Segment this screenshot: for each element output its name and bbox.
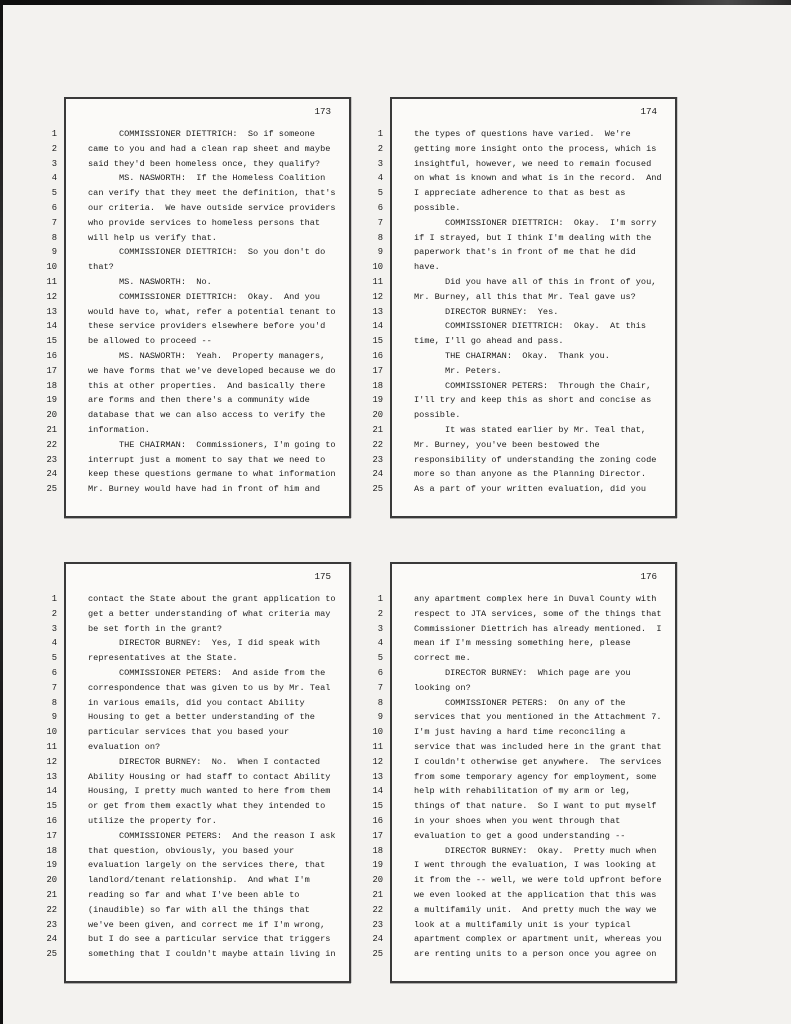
line-number: 9 (51, 247, 57, 258)
transcript-line: from some temporary agency for employment, some (414, 771, 657, 782)
line-number: 22 (372, 439, 383, 450)
line-number: 18 (372, 845, 383, 856)
transcript-line: I appreciate adherence to that as best as (414, 188, 626, 199)
transcript-line: Did you have all of this in front of you, (414, 276, 657, 287)
transcript-line: mean if I'm messing something here, please (414, 638, 631, 649)
scan-edge-artifact-left (0, 0, 3, 1024)
line-number: 1 (51, 594, 57, 604)
transcript-line: our criteria. We have outside service providers (88, 202, 336, 213)
transcript-line: interrupt just a moment to say that we need to (88, 454, 326, 465)
transcript-line: will help us verify that. (88, 232, 217, 243)
line-number-gutter (361, 97, 383, 497)
transcript-line: particular services that you based your (88, 727, 290, 738)
transcript-line: possible. (414, 410, 461, 421)
transcript-line: COMMISSIONER DIETTRICH: Okay. And you (88, 291, 321, 302)
line-number: 17 (372, 365, 383, 376)
transcript-line: DIRECTOR BURNEY: Okay. Pretty much when (414, 845, 657, 856)
line-number: 16 (46, 350, 57, 361)
line-number: 13 (46, 771, 57, 782)
line-number: 24 (372, 934, 383, 945)
line-number: 6 (51, 667, 57, 678)
line-number: 13 (372, 306, 383, 317)
line-number: 11 (372, 741, 383, 752)
line-number: 22 (372, 904, 383, 915)
transcript-line: COMMISSIONER PETERS: And the reason I ask (88, 830, 336, 841)
line-number: 6 (377, 667, 383, 678)
line-number: 14 (372, 786, 383, 797)
line-number: 25 (46, 484, 57, 495)
line-number: 6 (377, 202, 383, 213)
line-number: 2 (377, 143, 383, 154)
transcript-line: COMMISSIONER DIETTRICH: Okay. At this (414, 321, 647, 332)
transcript-line: the types of questions have varied. We're (414, 129, 631, 139)
transcript-line: (inaudible) so far with all the things that (88, 904, 310, 915)
page-number: 175 (314, 571, 331, 582)
line-number: 4 (51, 638, 57, 649)
transcript-line: it from the -- well, we were told upfront before (414, 875, 662, 886)
line-number: 12 (372, 291, 383, 302)
transcript-line: help with rehabilitation of my arm or leg, (414, 786, 631, 797)
line-number: 22 (46, 904, 57, 915)
line-number: 17 (372, 830, 383, 841)
line-number: 3 (377, 158, 383, 169)
line-number: 2 (51, 143, 57, 154)
transcript-line: reading so far and what I've been able to (88, 889, 300, 900)
line-number: 13 (372, 771, 383, 782)
line-number: 18 (46, 845, 57, 856)
transcript-line: paperwork that's in front of me that he did (414, 247, 636, 258)
line-number: 19 (372, 395, 383, 406)
line-number: 19 (46, 395, 57, 406)
line-number: 1 (51, 129, 57, 139)
transcript-line: DIRECTOR BURNEY: Yes, I did speak with (88, 638, 321, 649)
line-number: 22 (46, 439, 57, 450)
transcript-line: I'm just having a hard time reconciling a (414, 727, 626, 738)
page-number: 176 (640, 571, 657, 582)
transcript-line: Mr. Peters. (414, 365, 502, 376)
line-number: 16 (46, 815, 57, 826)
line-number: 2 (51, 608, 57, 619)
transcript-line: COMMISSIONER PETERS: On any of the (414, 697, 626, 708)
line-number: 11 (46, 741, 57, 752)
transcript-line: Housing to get a better understanding of the (88, 712, 315, 723)
transcript-line: or get from them exactly what they intended to (88, 801, 326, 812)
line-number: 14 (372, 321, 383, 332)
line-number: 20 (372, 875, 383, 886)
transcript-line: any apartment complex here in Duval County with (414, 594, 657, 604)
transcript-line: possible. (414, 202, 461, 213)
transcript-line: DIRECTOR BURNEY: No. When I contacted (88, 756, 321, 767)
transcript-line: getting more insight onto the process, which is (414, 143, 657, 154)
page-number: 173 (314, 106, 331, 117)
transcript-line: service that was included here in the grant that (414, 741, 662, 752)
transcript-line: It was stated earlier by Mr. Teal that, (414, 424, 647, 435)
transcript-line: if I strayed, but I think I'm dealing with the (414, 232, 652, 243)
transcript-line: but I do see a particular service that triggers (88, 934, 331, 945)
line-number: 14 (46, 786, 57, 797)
transcript-line: utilize the property for. (88, 815, 217, 826)
line-number: 9 (377, 712, 383, 723)
transcript-line: on what is known and what is in the record. And (414, 173, 662, 184)
line-number: 10 (46, 727, 57, 738)
line-number: 9 (51, 712, 57, 723)
transcript-line: I went through the evaluation, I was looking at (414, 860, 657, 871)
line-number: 8 (51, 697, 57, 708)
transcript-page-173 (35, 97, 351, 518)
transcript-line: COMMISSIONER DIETTRICH: Okay. I'm sorry (414, 217, 657, 228)
transcript-line: database that we can also access to verify the (88, 410, 326, 421)
line-number: 24 (46, 934, 57, 945)
transcript-line: insightful, however, we need to remain focused (414, 158, 652, 169)
line-number: 16 (372, 350, 383, 361)
line-number: 3 (377, 623, 383, 634)
scan-edge-artifact-top (0, 0, 791, 5)
transcript-page-176 (361, 562, 677, 983)
transcript-line: evaluation on? (88, 741, 161, 752)
transcript-line: Mr. Burney, all this that Mr. Teal gave us? (414, 291, 636, 302)
line-number: 12 (46, 291, 57, 302)
line-number: 20 (46, 410, 57, 421)
transcript-line: contact the State about the grant application to (88, 594, 336, 604)
transcript-line: COMMISSIONER PETERS: And aside from the (88, 667, 326, 678)
transcript-line: get a better understanding of what criteria may (88, 608, 331, 619)
line-number: 25 (46, 949, 57, 960)
transcript-line: are renting units to a person once you agree on (414, 949, 657, 960)
transcript-line: be allowed to proceed -- (88, 336, 212, 347)
line-number: 16 (372, 815, 383, 826)
line-number: 5 (377, 653, 383, 664)
transcript-line: are forms and then there's a community wide (88, 395, 310, 406)
line-number: 17 (46, 365, 57, 376)
line-number: 15 (46, 801, 57, 812)
line-number: 7 (51, 682, 57, 693)
transcript-line: this at other properties. And basically there (88, 380, 326, 391)
line-number: 5 (51, 653, 57, 664)
transcript-line: more so than anyone as the Planning Director. (414, 469, 647, 480)
transcript-line: Ability Housing or had staff to contact Ability (88, 771, 331, 782)
transcript-line: that? (88, 262, 114, 273)
transcript-line: we've been given, and correct me if I'm wrong, (88, 919, 326, 930)
transcript-line: I'll try and keep this as short and concise as (414, 395, 652, 406)
page-sheet (64, 562, 351, 983)
line-number: 17 (46, 830, 57, 841)
line-number: 11 (372, 276, 383, 287)
transcript-line: something that I couldn't maybe attain living in (88, 949, 336, 960)
line-number: 5 (377, 188, 383, 199)
line-number: 1 (377, 594, 383, 604)
transcript-line: these service providers elsewhere before you'd (88, 321, 326, 332)
line-number-gutter (35, 97, 57, 497)
line-number: 25 (372, 949, 383, 960)
line-number: 2 (377, 608, 383, 619)
transcript-line: came to you and had a clean rap sheet and maybe (88, 143, 331, 154)
transcript-line: that question, obviously, you based your (88, 845, 295, 856)
transcript-line: I couldn't otherwise get anywhere. The services (414, 756, 662, 767)
line-number: 21 (372, 889, 383, 900)
line-number: 7 (377, 217, 383, 228)
line-number-gutter (361, 562, 383, 962)
transcript-line: correct me. (414, 653, 471, 664)
line-number: 10 (372, 727, 383, 738)
transcript-line: responsibility of understanding the zoning code (414, 454, 657, 465)
transcript-line: representatives at the State. (88, 653, 238, 664)
transcript-line: MS. NASWORTH: Yeah. Property managers, (88, 350, 326, 361)
transcript-line: time, I'll go ahead and pass. (414, 336, 564, 347)
transcript-line: THE CHAIRMAN: Commissioners, I'm going to (88, 439, 336, 450)
line-number: 10 (46, 262, 57, 273)
line-number: 21 (46, 889, 57, 900)
line-number: 18 (46, 380, 57, 391)
transcript-line: COMMISSIONER DIETTRICH: So you don't do (88, 247, 326, 258)
line-number: 14 (46, 321, 57, 332)
transcript-line: correspondence that was given to us by Mr. Teal (88, 682, 331, 693)
transcript-line: would have to, what, refer a potential tenant to (88, 306, 336, 317)
page-sheet (390, 97, 677, 518)
line-number: 8 (377, 232, 383, 243)
transcript-line: said they'd been homeless once, they qualify? (88, 158, 321, 169)
transcript-line: apartment complex or apartment unit, whereas you (414, 934, 662, 945)
line-number: 24 (46, 469, 57, 480)
line-number: 7 (51, 217, 57, 228)
transcript-line: who provide services to homeless persons that (88, 217, 321, 228)
transcript-line: MS. NASWORTH: No. (88, 276, 212, 287)
line-number: 24 (372, 469, 383, 480)
line-number: 12 (46, 756, 57, 767)
page-sheet (64, 97, 351, 518)
transcript-line: As a part of your written evaluation, did you (414, 484, 647, 495)
transcript-line: have. (414, 262, 440, 273)
transcript-line: be set forth in the grant? (88, 623, 223, 634)
line-number: 19 (46, 860, 57, 871)
line-number: 8 (377, 697, 383, 708)
transcript-page-174 (361, 97, 677, 518)
transcript-line: evaluation to get a good understanding -- (414, 830, 626, 841)
line-number: 23 (46, 919, 57, 930)
transcript-line: DIRECTOR BURNEY: Yes. (414, 306, 559, 317)
transcript-line: COMMISSIONER DIETTRICH: So if someone (88, 129, 315, 139)
line-number: 4 (51, 173, 57, 184)
line-number: 8 (51, 232, 57, 243)
transcript-line: DIRECTOR BURNEY: Which page are you (414, 667, 631, 678)
transcript-line: looking on? (414, 682, 471, 693)
line-number: 9 (377, 247, 383, 258)
line-number: 5 (51, 188, 57, 199)
transcript-line: can verify that they meet the definition, that's (88, 188, 336, 199)
line-number: 3 (51, 158, 57, 169)
line-number: 23 (372, 454, 383, 465)
line-number: 12 (372, 756, 383, 767)
transcript-line: a multifamily unit. And pretty much the way we (414, 904, 657, 915)
transcript-line: services that you mentioned in the Attachment 7. (414, 712, 662, 723)
line-number: 21 (46, 424, 57, 435)
transcript-line: landlord/tenant relationship. And what I'm (88, 875, 310, 886)
line-number: 21 (372, 424, 383, 435)
line-number: 3 (51, 623, 57, 634)
line-number: 4 (377, 173, 383, 184)
line-number: 7 (377, 682, 383, 693)
transcript-line: we even looked at the application that this was (414, 889, 657, 900)
line-number: 4 (377, 638, 383, 649)
transcript-line: evaluation largely on the services there, that (88, 860, 326, 871)
line-number: 19 (372, 860, 383, 871)
transcript-line: things of that nature. So I want to put myself (414, 801, 657, 812)
transcript-page-175 (35, 562, 351, 983)
transcript-line: COMMISSIONER PETERS: Through the Chair, (414, 380, 652, 391)
line-number: 15 (372, 336, 383, 347)
page-sheet (390, 562, 677, 983)
page-number: 174 (640, 106, 657, 117)
line-number: 23 (46, 454, 57, 465)
transcript-line: THE CHAIRMAN: Okay. Thank you. (414, 350, 610, 361)
line-number: 11 (46, 276, 57, 287)
line-number: 20 (372, 410, 383, 421)
transcript-line: we have forms that we've developed because we do (88, 365, 336, 376)
transcript-line: keep these questions germane to what information (88, 469, 336, 480)
transcript-line: Housing, I pretty much wanted to here from them (88, 786, 331, 797)
line-number: 1 (377, 129, 383, 139)
transcript-line: Mr. Burney, you've been bestowed the (414, 439, 600, 450)
line-number: 6 (51, 202, 57, 213)
transcript-line: in your shoes when you went through that (414, 815, 621, 826)
line-number: 18 (372, 380, 383, 391)
transcript-line: in various emails, did you contact Ability (88, 697, 305, 708)
line-number: 15 (46, 336, 57, 347)
line-number: 20 (46, 875, 57, 886)
line-number-gutter (35, 562, 57, 962)
transcript-line: information. (88, 424, 150, 435)
transcript-line: Commissioner Diettrich has already mentioned. I (414, 623, 662, 634)
transcript-line: Mr. Burney would have had in front of him and (88, 484, 321, 495)
line-number: 23 (372, 919, 383, 930)
transcript-line: look at a multifamily unit is your typical (414, 919, 631, 930)
line-number: 10 (372, 262, 383, 273)
transcript-line: respect to JTA services, some of the things that (414, 608, 662, 619)
line-number: 15 (372, 801, 383, 812)
transcript-line: MS. NASWORTH: If the Homeless Coalition (88, 173, 326, 184)
line-number: 25 (372, 484, 383, 495)
line-number: 13 (46, 306, 57, 317)
